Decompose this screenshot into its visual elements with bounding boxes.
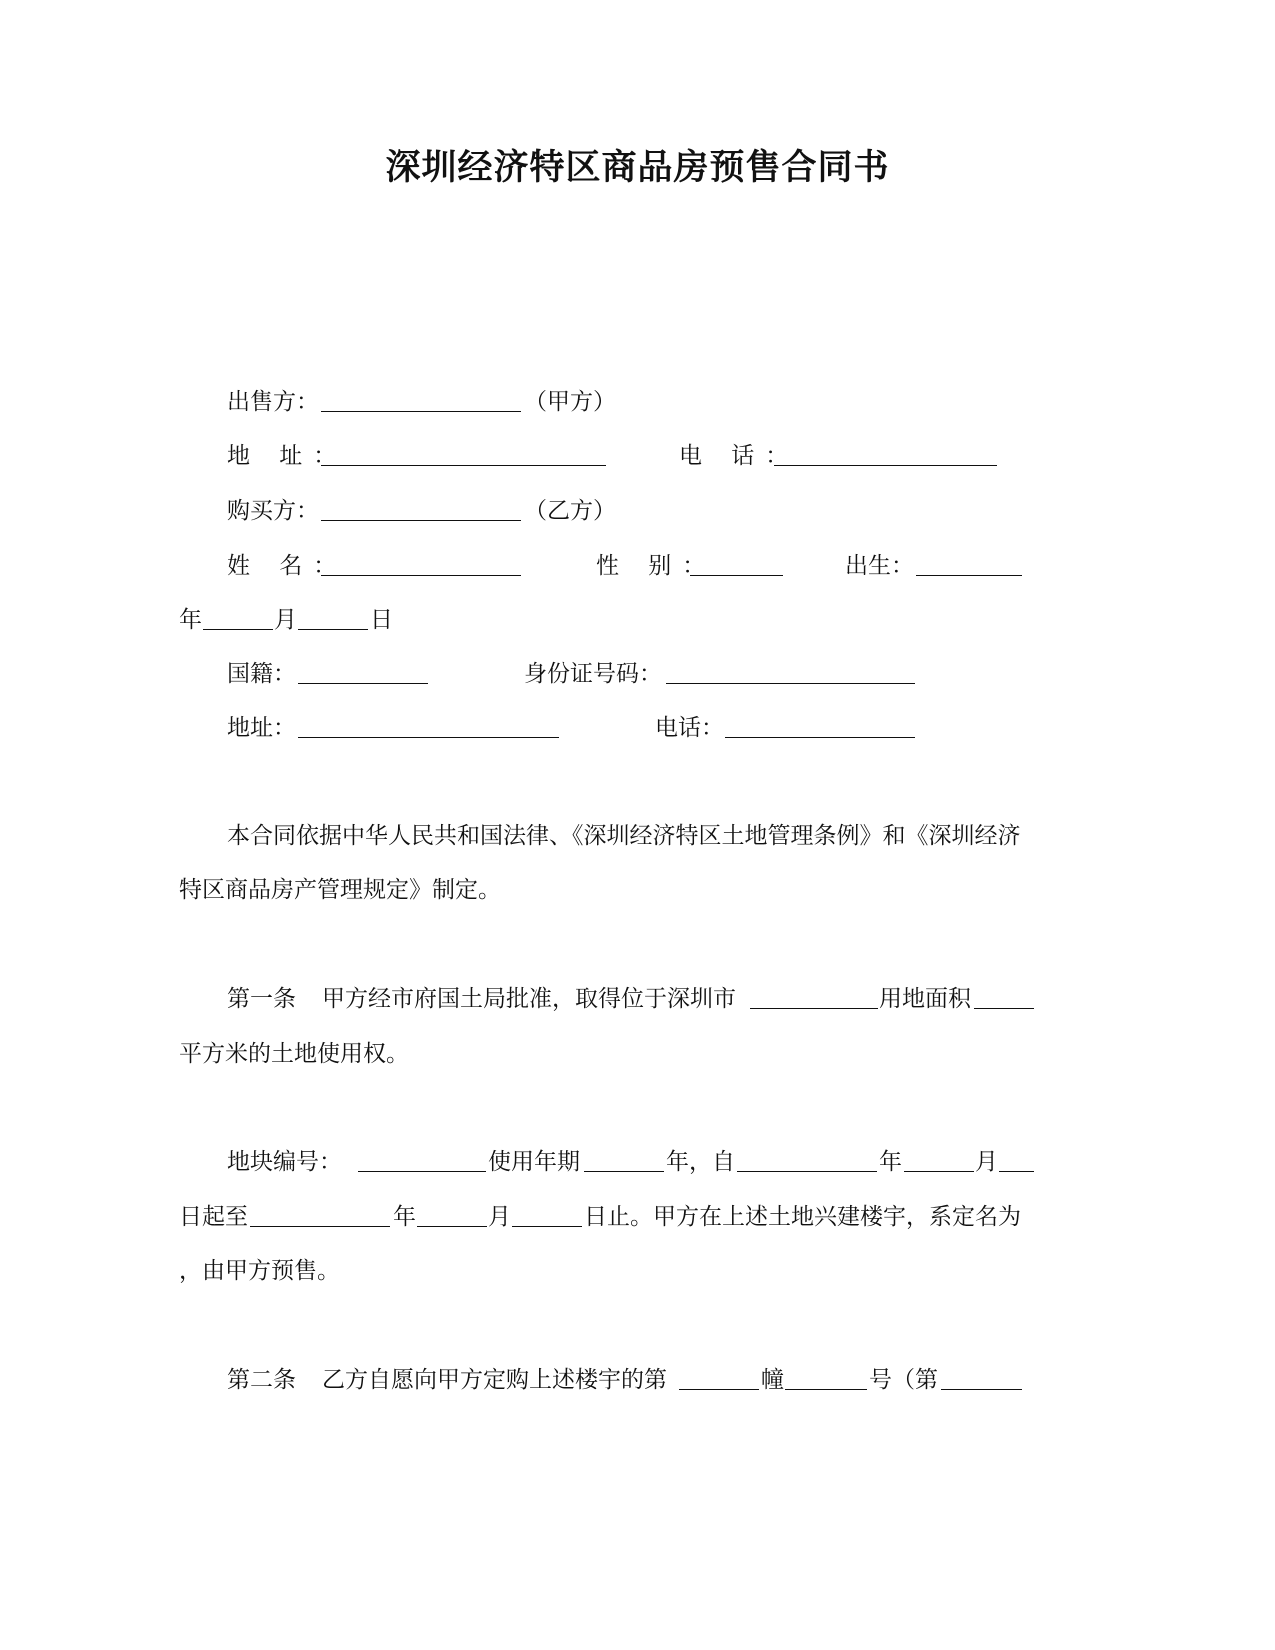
birth-day-blank[interactable] bbox=[298, 629, 368, 630]
buyer-address-label: 地址： bbox=[227, 715, 296, 741]
buyer-phone-blank[interactable] bbox=[725, 737, 915, 738]
buyer-address-blank[interactable] bbox=[298, 737, 559, 738]
article-1-text-b: 用地面积 bbox=[879, 986, 971, 1012]
year-from-label: 年，自 bbox=[666, 1149, 735, 1175]
date-to-end-text: 日止。甲方在上述土地兴建楼宇，系定名为 bbox=[584, 1204, 1021, 1230]
gender-label: 性 别： bbox=[596, 553, 717, 579]
day-label: 日 bbox=[370, 607, 393, 633]
start-month-label: 月 bbox=[975, 1149, 998, 1175]
seller-label: 出售方： bbox=[227, 389, 319, 415]
birth-month-blank[interactable] bbox=[203, 629, 273, 630]
building-label: 幢 bbox=[761, 1367, 784, 1393]
start-year-label: 年 bbox=[879, 1149, 902, 1175]
land-location-blank[interactable] bbox=[750, 1008, 878, 1009]
seller-address-blank[interactable] bbox=[321, 465, 606, 466]
start-month-blank[interactable] bbox=[904, 1171, 974, 1172]
article-2-label: 第二条 bbox=[227, 1367, 296, 1393]
end-day-blank[interactable] bbox=[512, 1226, 582, 1227]
article-1-text-a: 甲方经市府国土局批准，取得位于深圳市 bbox=[322, 986, 736, 1012]
birth-year-blank[interactable] bbox=[916, 575, 1022, 576]
use-years-label: 使用年期 bbox=[488, 1149, 580, 1175]
end-year-blank[interactable] bbox=[250, 1226, 390, 1227]
buyer-label: 购买方： bbox=[227, 498, 319, 524]
presale-text: ，由甲方预售。 bbox=[179, 1258, 340, 1284]
preamble-line-1: 本合同依据中华人民共和国法律、《深圳经济特区土地管理条例》和《深圳经济 bbox=[227, 823, 1021, 849]
name-label: 姓 名： bbox=[227, 553, 348, 579]
land-area-blank[interactable] bbox=[974, 1008, 1034, 1009]
buyer-name-blank[interactable] bbox=[321, 520, 521, 521]
name-blank[interactable] bbox=[321, 575, 521, 576]
unit-number-blank[interactable] bbox=[785, 1389, 867, 1390]
birth-label: 出生： bbox=[845, 553, 914, 579]
end-month-label: 月 bbox=[488, 1204, 511, 1230]
end-year-label: 年 bbox=[393, 1204, 416, 1230]
gender-blank[interactable] bbox=[690, 575, 783, 576]
plot-number-blank[interactable] bbox=[358, 1171, 486, 1172]
start-year-blank[interactable] bbox=[737, 1171, 877, 1172]
start-day-blank[interactable] bbox=[999, 1171, 1034, 1172]
buyer-phone-label: 电话： bbox=[655, 715, 724, 741]
date-from-suffix: 日起至 bbox=[179, 1204, 248, 1230]
article-1-label: 第一条 bbox=[227, 986, 296, 1012]
plot-number-label: 地块编号： bbox=[227, 1149, 342, 1175]
unit-number-label: 号（第 bbox=[869, 1367, 938, 1393]
use-years-blank[interactable] bbox=[584, 1171, 664, 1172]
seller-party-suffix: （甲方） bbox=[524, 389, 616, 415]
year-label: 年 bbox=[179, 607, 202, 633]
end-month-blank[interactable] bbox=[417, 1226, 487, 1227]
floor-number-blank[interactable] bbox=[941, 1389, 1022, 1390]
preamble-line-2: 特区商品房产管理规定》制定。 bbox=[179, 877, 501, 903]
article-2-text: 乙方自愿向甲方定购上述楼宇的第 bbox=[322, 1367, 667, 1393]
article-1-line-2: 平方米的土地使用权。 bbox=[179, 1041, 409, 1067]
nationality-label: 国籍： bbox=[227, 661, 296, 687]
id-number-label: 身份证号码： bbox=[524, 661, 662, 687]
seller-phone-label: 电 话： bbox=[679, 443, 800, 469]
document-title: 深圳经济特区商品房预售合同书 bbox=[385, 148, 890, 188]
building-number-blank[interactable] bbox=[679, 1389, 759, 1390]
buyer-party-suffix: （乙方） bbox=[524, 498, 616, 524]
id-number-blank[interactable] bbox=[666, 683, 915, 684]
seller-name-blank[interactable] bbox=[321, 411, 521, 412]
seller-address-label: 地 址： bbox=[227, 443, 348, 469]
seller-phone-blank[interactable] bbox=[774, 465, 997, 466]
month-label: 月 bbox=[274, 607, 297, 633]
nationality-blank[interactable] bbox=[298, 683, 428, 684]
